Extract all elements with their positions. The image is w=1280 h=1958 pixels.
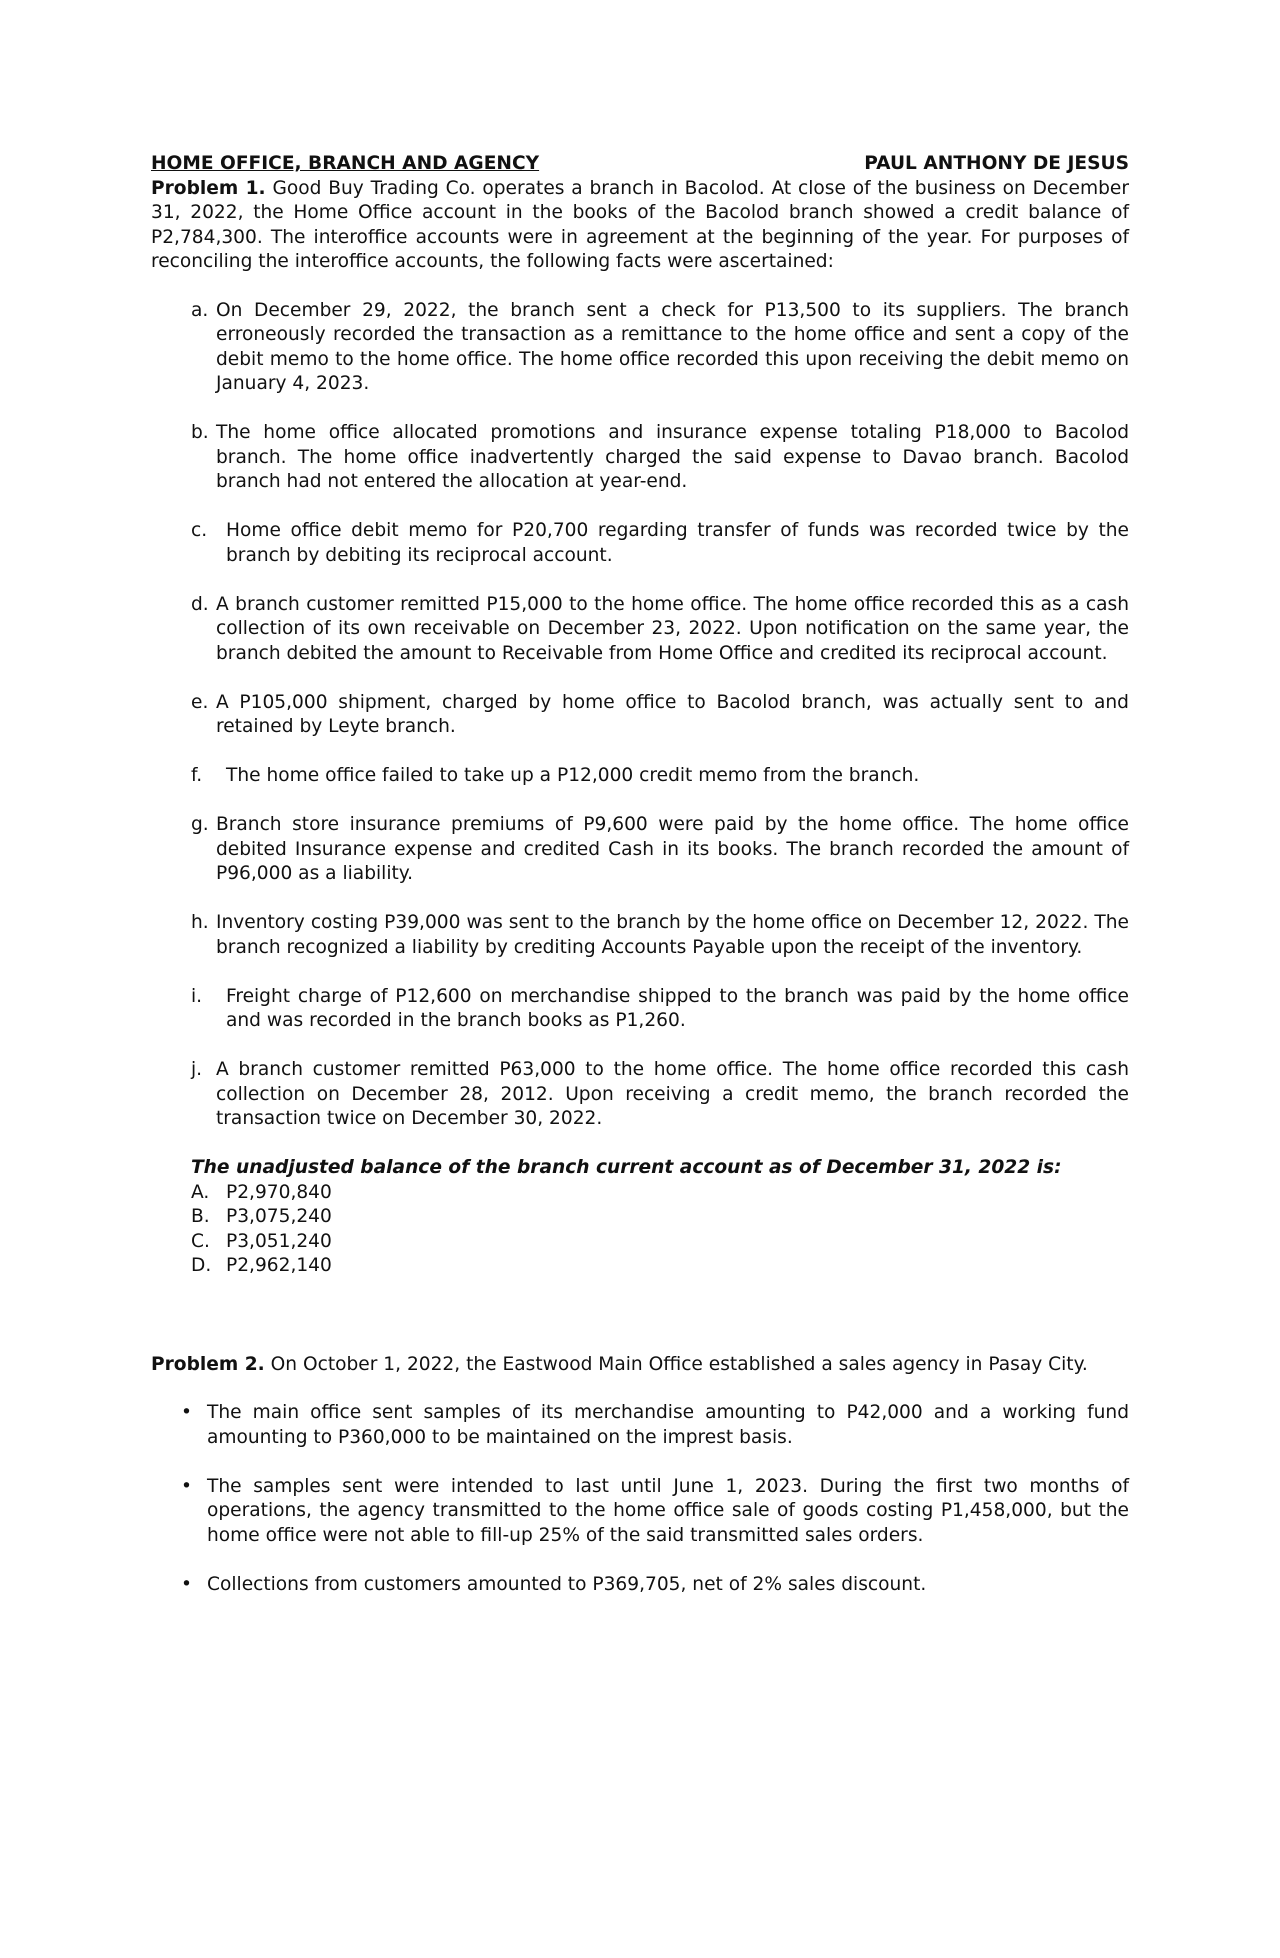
problem1-label: Problem 1. [151,177,266,199]
answer-choices [191,1181,1129,1279]
item-label: e. [191,691,209,713]
item-text: The home office failed to take up a P12,000 credit memo from the branch. [226,765,920,786]
item-label: g. [191,814,209,835]
item-text: Home office debit memo for P20,700 regarding transfer of funds was recorded twice by the branch by debiting its reciprocal account. [226,520,1129,566]
bullet-text: The samples sent were intended to last until June 1, 2023. During the first two months of operations, the agency transmitted to the home office sale of goods costing P1,458,000, but the home office were not able to fill-up 25% of the said transmitted sales orders. [207,1475,1129,1546]
item-text: A P105,000 shipment, charged by home office to Bacolod branch, was actually sent to and retained by Leyte branch. [216,691,1129,737]
problem1-facts-list [151,299,1129,1132]
item-label: b. [191,422,209,443]
choice-label: A. [191,1181,210,1203]
item-text: Branch store insurance premiums of P9,600 were paid by the home office. The home office debited Insurance expense and credited Cash in its books. The branch recorded the amount of P96,000 as a liability. [216,814,1129,884]
problem1-intro-text: Good Buy Trading Co. operates a branch in Bacolod. At close of the business on December 31, 2022, the Home Office account in the books of the Bacolod branch showed a credit balance of P2,784,300. The interoffice accounts were in agreement at the beginning of the year. For purposes of reconciling the interoffice accounts, the following facts were ascertained: [151,177,1130,272]
document-page [151,152,1129,1622]
choice-label: B. [191,1206,210,1227]
list-item [191,764,1129,789]
item-label: a. [191,299,209,321]
list-item [191,299,1129,397]
item-label: j. [191,1059,203,1080]
problem1-question: The unadjusted balance of the branch current account as of December 31, 2022 is: [191,1157,1062,1178]
list-item [191,985,1129,1034]
choice-label: D. [191,1255,212,1276]
problem1-intro [151,177,1129,275]
answer-choice-a[interactable] [191,1181,1129,1206]
list-item [191,813,1129,887]
item-text: Freight charge of P12,600 on merchandise shipped to the branch was paid by the home office and was recorded in the branch books as P1,260. [226,985,1129,1031]
bullet-icon: • [181,1573,192,1595]
problem2-bullet-list [151,1401,1129,1597]
item-text: The home office allocated promotions and insurance expense totaling P18,000 to Bacolod branch. The home office inadvertently charged the said expense to Davao branch. Bacolod branch had not entered the allocation at year-end. [216,422,1129,492]
author-name: PAUL ANTHONY DE JESUS [864,153,1129,174]
problem2-label: Problem 2. [151,1353,265,1375]
item-text: On December 29, 2022, the branch sent a check for P13,500 to its suppliers. The branch erroneously recorded the transaction as a remittance to the home office and sent a copy of the debit memo to the home office. The home office recorded this upon receiving the debit memo on January 4, 2023. [216,299,1129,394]
answer-choice-b[interactable] [191,1205,1129,1230]
bullet-text: The main office sent samples of its merchandise amounting to P42,000 and a working fund amounting to P360,000 to be maintained on the imprest basis. [207,1402,1129,1448]
item-label: c. [191,520,208,541]
problem2-intro-text: On October 1, 2022, the Eastwood Main Office established a sales agency in Pasay City. [270,1353,1088,1375]
item-label: d. [191,593,209,615]
item-text: A branch customer remitted P63,000 to the home office. The home office recorded this cash collection on December 28, 2012. Upon receiving a credit memo, the branch recorded the transaction twice on December 30, 2022. [216,1059,1129,1129]
list-item [181,1401,1129,1450]
choice-text: P2,970,840 [226,1181,332,1203]
choice-label: C. [191,1230,210,1252]
list-item [191,911,1129,960]
item-label: f. [191,765,203,786]
list-item [191,519,1129,568]
choice-text: P3,075,240 [226,1206,332,1227]
item-label: i. [191,985,203,1007]
bullet-icon: • [181,1402,192,1423]
list-item [191,1058,1129,1132]
problem2-intro [151,1353,1129,1378]
list-item [191,691,1129,740]
page-header [151,152,1129,177]
choice-text: P3,051,240 [226,1230,332,1252]
list-item [181,1573,1129,1598]
document-title: HOME OFFICE, BRANCH AND AGENCY [151,153,540,174]
item-text: A branch customer remitted P15,000 to the home office. The home office recorded this as a cash collection of its own receivable on December 23, 2022. Upon notification on the same year, the branch debited the amount to Receivable from Home Office and credited its reciprocal account. [216,593,1129,664]
answer-choice-d[interactable] [191,1254,1129,1279]
list-item [191,593,1129,667]
bullet-icon: • [181,1475,192,1497]
item-text: Inventory costing P39,000 was sent to the branch by the home office on December 12, 2022. The branch recognized a liability by crediting Accounts Payable upon the receipt of the inventory. [216,912,1129,958]
choice-text: P2,962,140 [226,1255,332,1276]
answer-choice-c[interactable] [191,1230,1129,1255]
list-item [181,1475,1129,1549]
item-label: h. [191,912,209,933]
bullet-text: Collections from customers amounted to P369,705, net of 2% sales discount. [207,1573,927,1595]
list-item [191,421,1129,495]
